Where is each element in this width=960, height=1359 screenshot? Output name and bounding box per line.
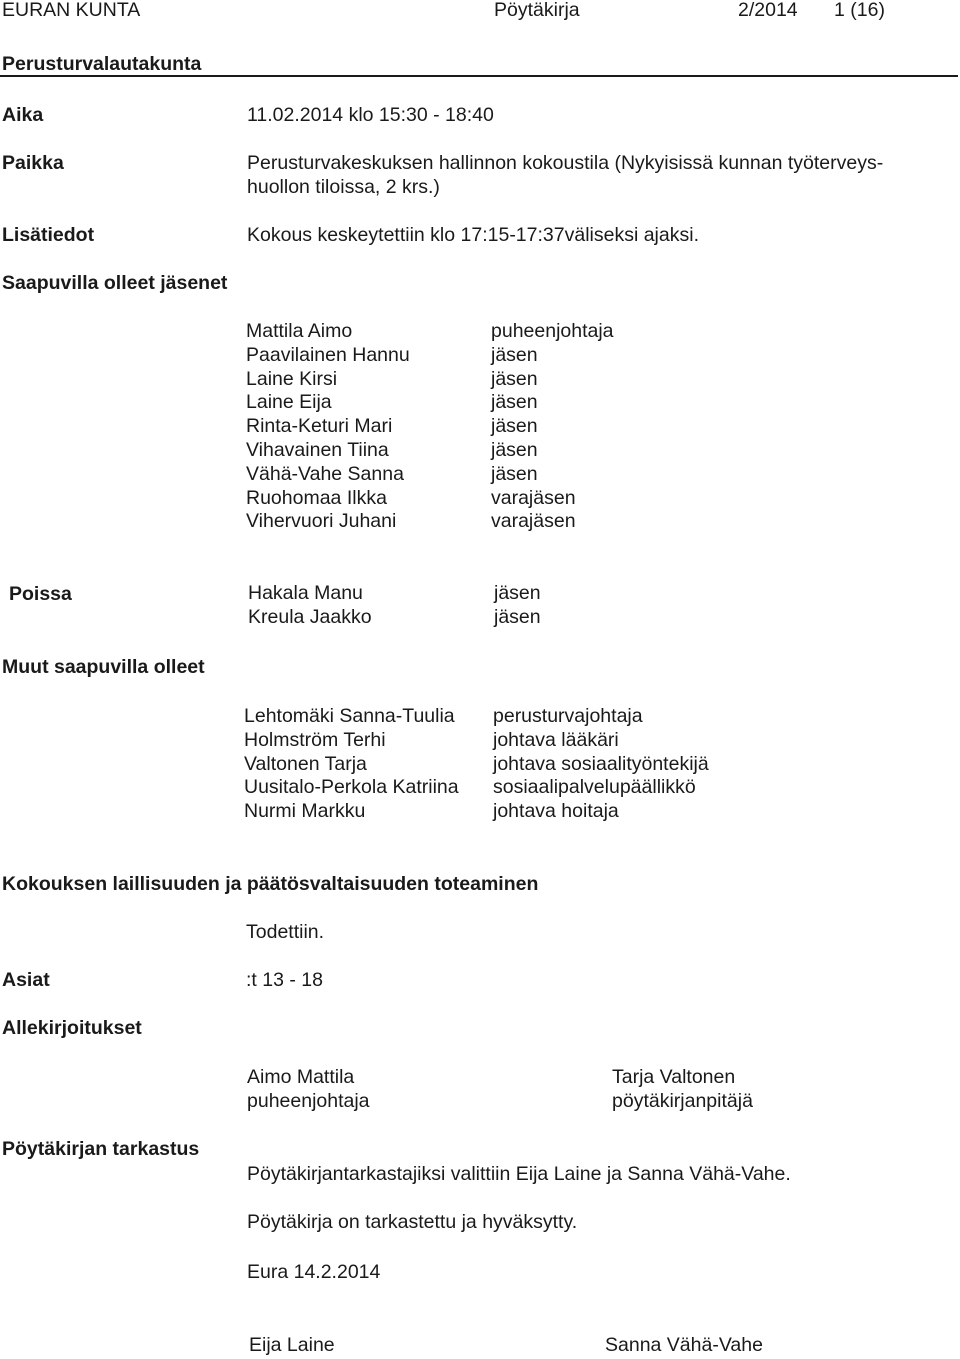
present-label: Saapuvilla olleet jäsenet (2, 272, 228, 294)
attendee-name: Uusitalo-Perkola Katriina (244, 776, 459, 799)
attendee-name: Valtonen Tarja (244, 752, 367, 775)
board-name: Perusturvalautakunta (2, 53, 202, 75)
others-label: Muut saapuvilla olleet (2, 656, 205, 678)
absent-roles (494, 582, 541, 630)
member-name: Kreula Jaakko (248, 605, 372, 628)
reviewer-2: Sanna Vähä-Vahe (605, 1334, 763, 1356)
attendee-role: sosiaalipalvelupäällikkö (493, 776, 696, 799)
member-role: jäsen (491, 462, 538, 485)
member-role: puheenjohtaja (491, 320, 614, 342)
items-value: :t 13 - 18 (246, 969, 323, 991)
member-role: jäsen (494, 582, 541, 604)
member-name: Vihervuori Juhani (246, 510, 397, 533)
extra-info-label: Lisätiedot (2, 224, 95, 246)
member-role: varajäsen (491, 486, 576, 509)
member-name: Hakala Manu (248, 582, 363, 604)
member-role: varajäsen (491, 510, 576, 533)
attendee-name: Lehtomäki Sanna-Tuulia (244, 705, 455, 727)
member-name: Vähä-Vahe Sanna (246, 462, 404, 485)
time-label: Aika (2, 104, 44, 126)
member-role: jäsen (491, 438, 538, 461)
absent-names (248, 582, 372, 630)
member-name: Mattila Aimo (246, 320, 353, 342)
extra-info-value: Kokous keskeytettiin klo 17:15-17:37väliseksi ajaksi. (247, 224, 699, 246)
present-roles (491, 320, 614, 534)
member-name: Rinta-Keturi Mari (246, 415, 393, 438)
reviewer-1: Eija Laine (249, 1334, 335, 1356)
page-number: 1 (16) (834, 0, 885, 21)
review-line-2: Pöytäkirja on tarkastettu ja hyväksytty. (247, 1211, 578, 1233)
secretary-title: pöytäkirjanpitäjä (612, 1090, 753, 1112)
attendee-name: Holmström Terhi (244, 728, 386, 751)
absent-label: Poissa (9, 583, 72, 605)
member-name: Laine Kirsi (246, 367, 338, 390)
attendee-role: johtava hoitaja (493, 800, 619, 823)
header-divider (0, 75, 958, 77)
chair-title: puheenjohtaja (247, 1090, 370, 1112)
member-name: Ruohomaa Ilkka (246, 486, 387, 509)
time-value: 11.02.2014 klo 15:30 - 18:40 (247, 104, 494, 126)
items-label: Asiat (2, 969, 50, 991)
member-role: jäsen (491, 343, 538, 366)
place-label: Paikka (2, 152, 64, 174)
member-role: jäsen (491, 367, 538, 390)
attendee-role: perusturvajohtaja (493, 705, 643, 727)
member-name: Laine Eija (246, 391, 332, 414)
review-line-1: Pöytäkirjantarkastajiksi valittiin Eija Laine ja Sanna Vähä-Vahe. (247, 1163, 791, 1185)
review-place-date: Eura 14.2.2014 (247, 1261, 381, 1283)
member-name: Paavilainen Hannu (246, 343, 410, 366)
member-role: jäsen (491, 391, 538, 414)
attendee-name: Nurmi Markku (244, 800, 366, 823)
municipality-name: EURAN KUNTA (2, 0, 141, 21)
review-label: Pöytäkirjan tarkastus (2, 1138, 200, 1160)
legality-text: Todettiin. (246, 921, 325, 943)
attendee-role: johtava lääkäri (493, 728, 619, 751)
signatures-label: Allekirjoitukset (2, 1017, 142, 1039)
attendee-role: johtava sosiaalityöntekijä (493, 752, 709, 775)
others-roles (493, 705, 709, 824)
secretary-name: Tarja Valtonen (612, 1066, 736, 1088)
place-line-2: huollon tiloissa, 2 krs.) (247, 176, 440, 198)
legality-heading: Kokouksen laillisuuden ja päätösvaltaisuuden toteaminen (2, 873, 539, 895)
present-names (246, 320, 410, 534)
document-type: Pöytäkirja (494, 0, 580, 21)
document-number: 2/2014 (738, 0, 798, 21)
member-role: jäsen (494, 605, 541, 628)
others-names (244, 705, 459, 824)
place-line-1: Perusturvakeskuksen hallinnon kokoustila (Nykyisissä kunnan työterveys- (247, 152, 884, 174)
member-role: jäsen (491, 415, 538, 438)
chair-name: Aimo Mattila (247, 1066, 355, 1088)
member-name: Vihavainen Tiina (246, 438, 389, 461)
